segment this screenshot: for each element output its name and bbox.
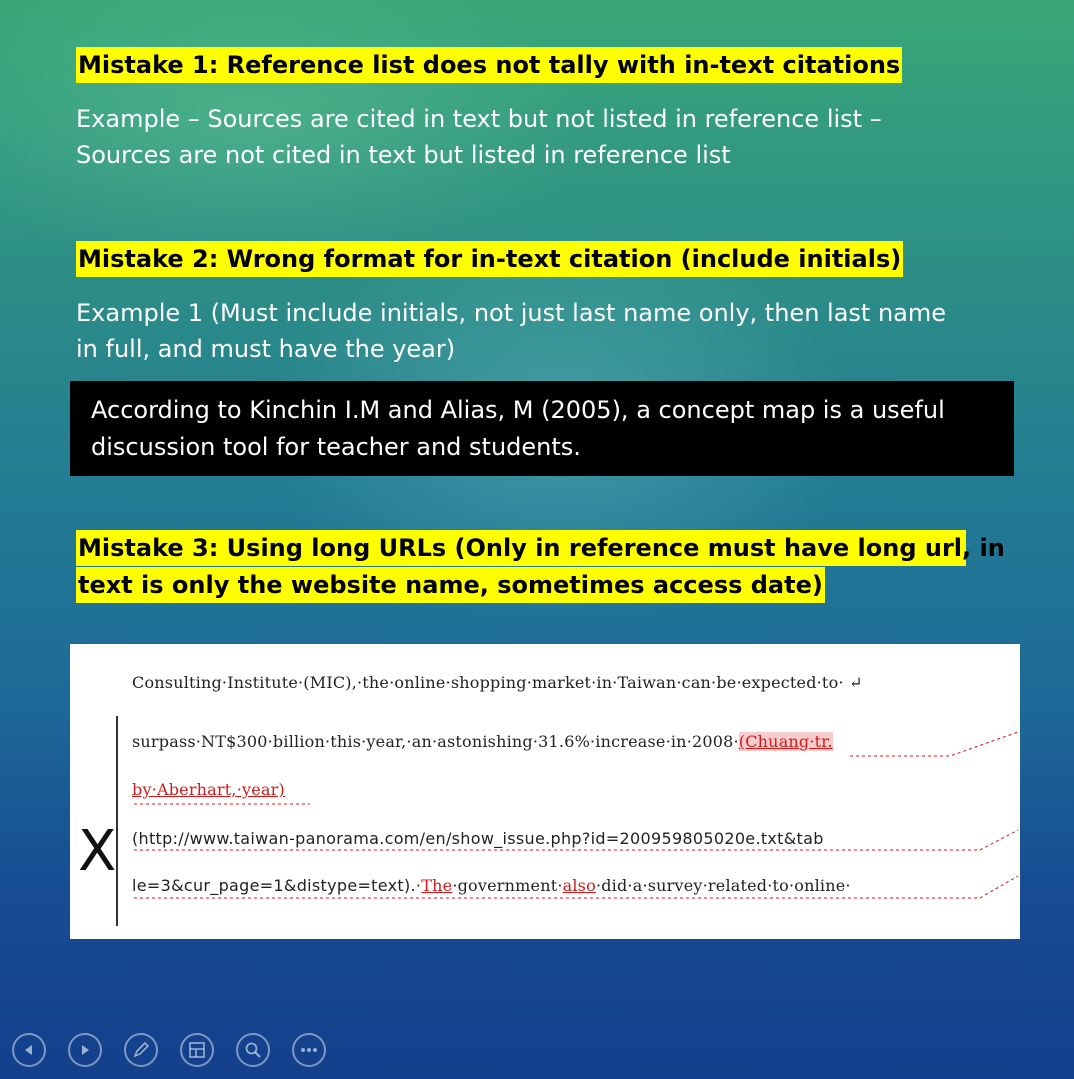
doc-line-2-revision: (Chuang·tr. xyxy=(738,732,833,751)
pen-button[interactable] xyxy=(124,1033,158,1067)
mistake-1-line-1: Example – Sources are cited in text but not listed in reference list – xyxy=(76,105,882,133)
mistake-2-line-1: Example 1 (Must include initials, not just last name only, then last name xyxy=(76,299,947,327)
pen-icon xyxy=(132,1041,150,1059)
doc-line-3-revision: by·Aberhart,·year) xyxy=(132,780,285,799)
change-bar xyxy=(116,716,118,926)
next-slide-button[interactable] xyxy=(68,1033,102,1067)
mistake-3-heading-line-1: Mistake 3: Using long URLs (Only in reference must have long url, in xyxy=(76,530,966,566)
doc-line-5-text-2: ·did·a·survey·related·to·online· xyxy=(595,876,851,895)
doc-line-2-text: surpass·NT$300·billion·this·year,·an·astonishing·31.6%·increase·in·2008· xyxy=(132,732,739,751)
zoom-button[interactable] xyxy=(236,1033,270,1067)
doc-line-3 xyxy=(132,780,285,799)
doc-line-4-url: (http://www.taiwan-panorama.com/en/show_issue.php?id=200959805020e.txt&tab xyxy=(132,829,824,848)
see-all-slides-button[interactable] xyxy=(180,1033,214,1067)
mistake-2-line-2: in full, and must have the year) xyxy=(76,335,456,363)
cross-mark-icon: X xyxy=(78,819,117,884)
more-icon xyxy=(300,1047,318,1053)
mistake-2-heading: Mistake 2: Wrong format for in-text citation (include initials) xyxy=(76,241,903,277)
doc-line-1: Consulting·Institute·(MIC),·the·online·shopping·market·in·Taiwan·can·be·expected·to· ↵ xyxy=(132,673,863,692)
doc-line-5-text-1: ·government· xyxy=(452,876,563,895)
citation-example-line-2: discussion tool for teacher and students. xyxy=(91,433,581,461)
slides-icon xyxy=(188,1041,206,1059)
previous-slide-button[interactable] xyxy=(12,1033,46,1067)
citation-example-line-1: According to Kinchin I.M and Alias, M (2005), a concept map is a useful xyxy=(91,396,945,424)
mistake-1-line-2: Sources are not cited in text but listed in reference list xyxy=(76,141,731,169)
doc-line-5-url-end: le=3&cur_page=1&distype=text).· xyxy=(132,876,422,895)
mistake-3-heading-line-2: text is only the website name, sometimes access date) xyxy=(76,567,825,603)
mistake-1-heading: Mistake 1: Reference list does not tally with in-text citations xyxy=(76,47,902,83)
doc-line-5-revision-1: The xyxy=(421,876,453,895)
doc-line-5 xyxy=(132,876,851,895)
zoom-icon xyxy=(244,1041,262,1059)
more-options-button[interactable] xyxy=(292,1033,326,1067)
next-icon xyxy=(78,1043,92,1057)
doc-line-2 xyxy=(132,732,833,751)
previous-icon xyxy=(22,1043,36,1057)
doc-line-5-revision-2: also xyxy=(562,876,596,895)
document-screenshot xyxy=(70,644,1020,939)
citation-example-box xyxy=(70,381,1014,476)
